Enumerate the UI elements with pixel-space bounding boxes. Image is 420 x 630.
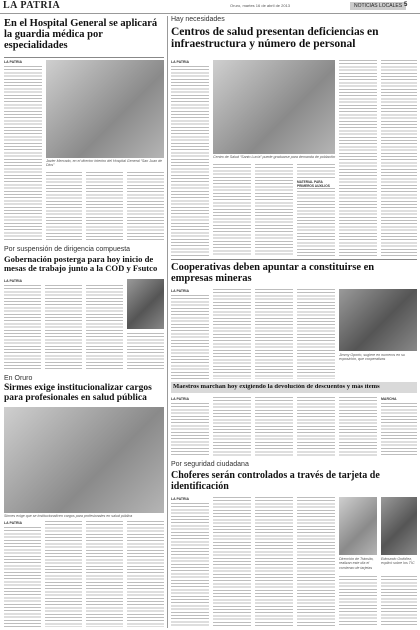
source-tag: LA PATRIA (4, 521, 23, 525)
centros-headline: Centros de salud presentan deficiencias en infraestructura y número de personal (171, 26, 379, 51)
source-tag: LA PATRIA (171, 497, 190, 501)
choferes-body-col1 (171, 503, 209, 627)
choferes-photo-left (339, 497, 377, 555)
hospital-body-col3 (86, 172, 123, 242)
sirmes-body-col2 (45, 521, 82, 627)
sirmes-body-col3 (86, 521, 123, 627)
gobernacion-body-col3 (86, 285, 123, 371)
choferes-body-col3 (255, 497, 293, 627)
choferes-kicker: Por seguridad ciudadana (171, 461, 249, 468)
section-label: NOTICIAS LOCALES (350, 2, 406, 10)
cooperativas-photo-caption: Jimmy Oporto, sugiere en numeros en su exposición, que cooperativas (339, 353, 405, 362)
cooperativas-body-col3 (255, 289, 293, 379)
maestros-body-col3 (255, 397, 293, 457)
sirmes-photo-caption: Sirmes exige que se institucionalicen cargos para profesionales en salud pública (4, 514, 133, 518)
centros-photo-caption: Centro de Salud “Santo Lucía” puede graduarse para demanda de población (213, 155, 336, 159)
centros-body-col4b (297, 188, 335, 256)
dateline: Oruro, martes 16 de abril de 2013 (230, 3, 291, 8)
maestros-body-col2 (213, 397, 251, 457)
centros-body-col2 (213, 164, 251, 256)
gobernacion-photo (127, 279, 164, 329)
source-tag: LA PATRIA (171, 397, 190, 401)
source-tag: LA PATRIA (171, 289, 190, 293)
hospital-photo-caption: Javier Mercado, en el director interino del Hospital General “San Juan de Dios” (46, 159, 163, 168)
maestros-body-col6 (381, 403, 417, 457)
maestros-body-col4 (297, 397, 335, 457)
choferes-photo-caption: Dirección de Tránsito, realizan este día el comienzo de tarjetas (339, 557, 374, 570)
maestros-headline: Maestros marchan hoy exigiendo la devolución de descuentos y más ítems (173, 384, 380, 390)
gobernacion-kicker: Por suspensión de dirigencia compuesta (4, 246, 131, 253)
hospital-photo (46, 60, 164, 158)
sirmes-headline: Sirmes exige institucionalizar cargos para profesionales en salud pública (4, 383, 152, 403)
sirmes-kicker: En Oruro (4, 375, 33, 382)
gobernacion-body-col2 (45, 285, 82, 371)
maestros-subhead: MARCHA (381, 397, 397, 401)
divider (171, 259, 417, 260)
centros-kicker: Hay necesidades (171, 16, 225, 23)
hospital-body-col4 (127, 172, 164, 242)
page-number: 5 (404, 2, 408, 8)
choferes-body-col5 (339, 576, 377, 627)
centros-body-col6 (381, 60, 417, 256)
source-tag: LA PATRIA (171, 60, 190, 64)
newspaper-logo: LA PATRIA (3, 0, 61, 11)
cooperativas-body-col4 (297, 289, 335, 379)
cooperativas-headline: Cooperativas deben apuntar a constituirse en empresas mineras (171, 262, 375, 285)
sirmes-body-col1 (4, 527, 41, 627)
centros-photo (213, 60, 335, 154)
gobernacion-body-col4 (127, 333, 164, 371)
column-separator (167, 16, 168, 628)
centros-body-col4 (297, 164, 335, 178)
maestros-body-col5 (339, 397, 377, 457)
cooperativas-body-col2 (213, 289, 251, 379)
gobernacion-headline: Gobernación posterga para hoy inicio de mesas de trabajo junto a la COD y Fsutco (4, 254, 158, 274)
maestros-body-col1 (171, 403, 209, 457)
source-tag: LA PATRIA (4, 279, 23, 283)
hospital-body-col2 (46, 172, 82, 242)
choferes-body-col6 (381, 576, 417, 627)
choferes-photo-caption-2: Edmundo Ordóñez, explicó sobre los TIC (381, 557, 415, 566)
hospital-headline: En el Hospital General se aplicará la guardia médica por especialidades (4, 18, 158, 52)
centros-body-col5 (339, 60, 377, 256)
cooperativas-photo (339, 289, 417, 351)
divider (4, 57, 164, 58)
choferes-headline: Choferes serán controlados a través de tarjeta de identificación (171, 470, 380, 492)
source-tag: LA PATRIA (4, 60, 23, 64)
gobernacion-body-col1 (4, 285, 41, 371)
cooperativas-body-col1 (171, 295, 209, 379)
sirmes-photo (4, 407, 164, 513)
hospital-body-col1 (4, 66, 42, 242)
centros-subhead: MATERIAL PARA PRIMEROS AUXILIOS (297, 180, 330, 188)
centros-body-col1 (171, 66, 209, 256)
sirmes-body-col4 (127, 521, 164, 627)
choferes-body-col2 (213, 497, 251, 627)
choferes-body-col4 (297, 497, 335, 627)
centros-body-col3 (255, 164, 293, 256)
choferes-photo-right (381, 497, 417, 555)
